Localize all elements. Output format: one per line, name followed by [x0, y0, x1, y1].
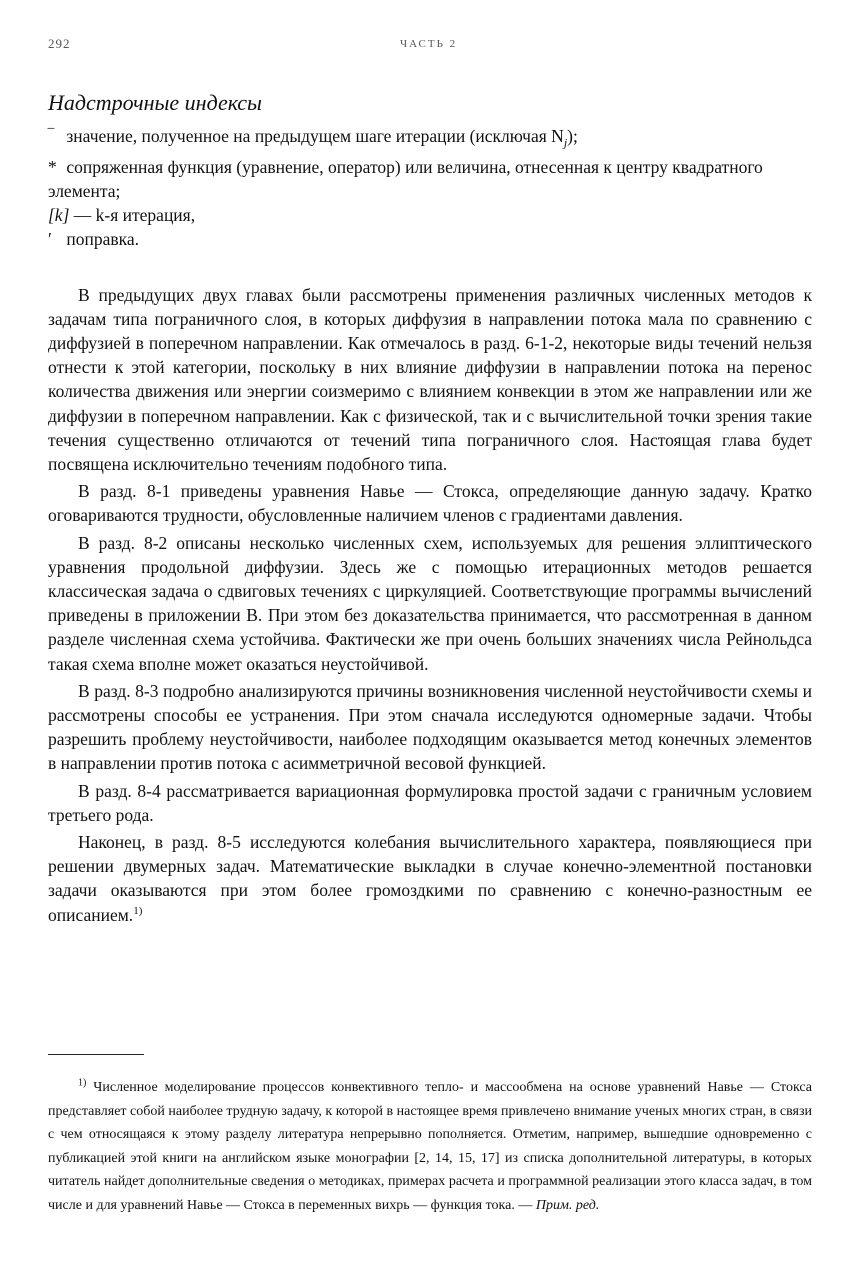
section-heading: Надстрочные индексы [48, 90, 262, 115]
paragraph: В разд. 8-4 рассматривается вариационная формулировка простой задачи с граничным условием третьего рода. [48, 780, 812, 825]
notation-symbol: ′ [48, 228, 52, 249]
notation-symbol: * [48, 156, 57, 177]
running-head [48, 30, 812, 52]
notation-list [48, 124, 812, 251]
notation-text-tail: ); [567, 126, 578, 146]
book-page [48, 30, 813, 1213]
editor-note: Прим. ред. [535, 1197, 600, 1213]
notation-item [48, 227, 812, 251]
notation-text: поправка. [66, 228, 140, 249]
page-number: 292 [48, 36, 71, 51]
notation-text: сопряженная функция (уравнение, оператор) или величина, отнесенная к центру квадратного элемента; [48, 156, 763, 201]
paragraph-with-footnote [48, 830, 812, 927]
notation-symbol: [k] [48, 204, 70, 225]
running-section-title: ЧАСТЬ 2 [400, 38, 458, 50]
footnote-text: Численное моделирование процессов конвективного тепло- и массообмена на основе уравнений Навье — Стокса представляет собой наиболее трудную задачу, к которой в настоящее время привлечено внимание ученых многих стран, в связи с чем относящаяся к этому разделу литература непрерывно пополняется. Отметим, например, вышедшие одновременно с публикацией этой книги на английском языке монографии [2, 14, 15, 17] из списка дополнительной литературы, в которых читатель найдет дополнительные сведения о методиках, примерах расчета и программной реализации этого класса задач, в том числе и для уравнений Навье — Стокса в переменных вихрь — функция тока. — [48, 1080, 813, 1213]
paragraph: В разд. 8-2 описаны несколько численных схем, используемых для решения эллиптического уравнения продольной диффузии. Здесь же с помощью итерационных методов решается классическая задача о сдвиговых течениях с циркуляцией. Соответствующие программы вычислений приведены в приложении В. При этом без доказательства принимается, что рассмотренная в данном разделе численная схема устойчива. Фактически же при очень больших значениях числа Рейнольдса такая схема вполне может оказаться неустойчивой. [48, 532, 812, 674]
notation-subscript: j [563, 135, 568, 150]
footnote-marker: 1) [78, 1077, 87, 1089]
paragraph-text: Наконец, в разд. 8-5 исследуются колебания вычислительного характера, появляющиеся при решении двумерных задач. Математические выкладки в случае конечно-элементной постановки задачи оказываются при этом более громоздкими по сравнению с конечно-разностным ее описанием. [48, 831, 812, 925]
footnote-reference[interactable]: 1) [133, 904, 143, 917]
notation-symbol: ‾ [48, 126, 54, 146]
body-text [48, 283, 812, 927]
footnote [48, 1076, 812, 1218]
paragraph: В разд. 8-1 приведены уравнения Навье — Стокса, определяющие данную задачу. Кратко оговариваются трудности, обусловленные наличием членов с градиентами давления. [48, 481, 812, 526]
notation-text: — k-я итерация, [73, 204, 196, 225]
notation-item [48, 155, 812, 203]
paragraph: В предыдущих двух главах были рассмотрены применения различных численных методов к задачам типа пограничного слоя, в которых диффузия в направлении потока мала по сравнению с диффузией в поперечном направлении. Как отмечалось в разд. 6-1-2, некоторые виды течений нельзя отнести к этой категории, поскольку в них влияние диффузии в направлении потока на перенос количества движения или энергии соизмеримо с влиянием конвекции в этом же направлении или же диффузии в поперечном направлении. Как с физической, так и с вычислительной точки зрения такие течения существенно отличаются от течений типа пограничного слоя. Настоящая глава будет посвящена исключительно течениям подобного типа. [48, 284, 812, 474]
footnote-divider [48, 1054, 144, 1055]
notation-item [48, 203, 812, 227]
notation-text: значение, полученное на предыдущем шаге итерации (исключая N [66, 126, 564, 146]
notation-item [48, 124, 812, 155]
paragraph: В разд. 8-3 подробно анализируются причины возникновения численной неустойчивости схемы и рассмотрены способы ее устранения. При этом сначала исследуются одномерные задачи. Чтобы разрешить проблему неустойчивости, наиболее подходящим оказывается метод конечных элементов в направлении против потока с асимметричной весовой функцией. [48, 680, 812, 774]
